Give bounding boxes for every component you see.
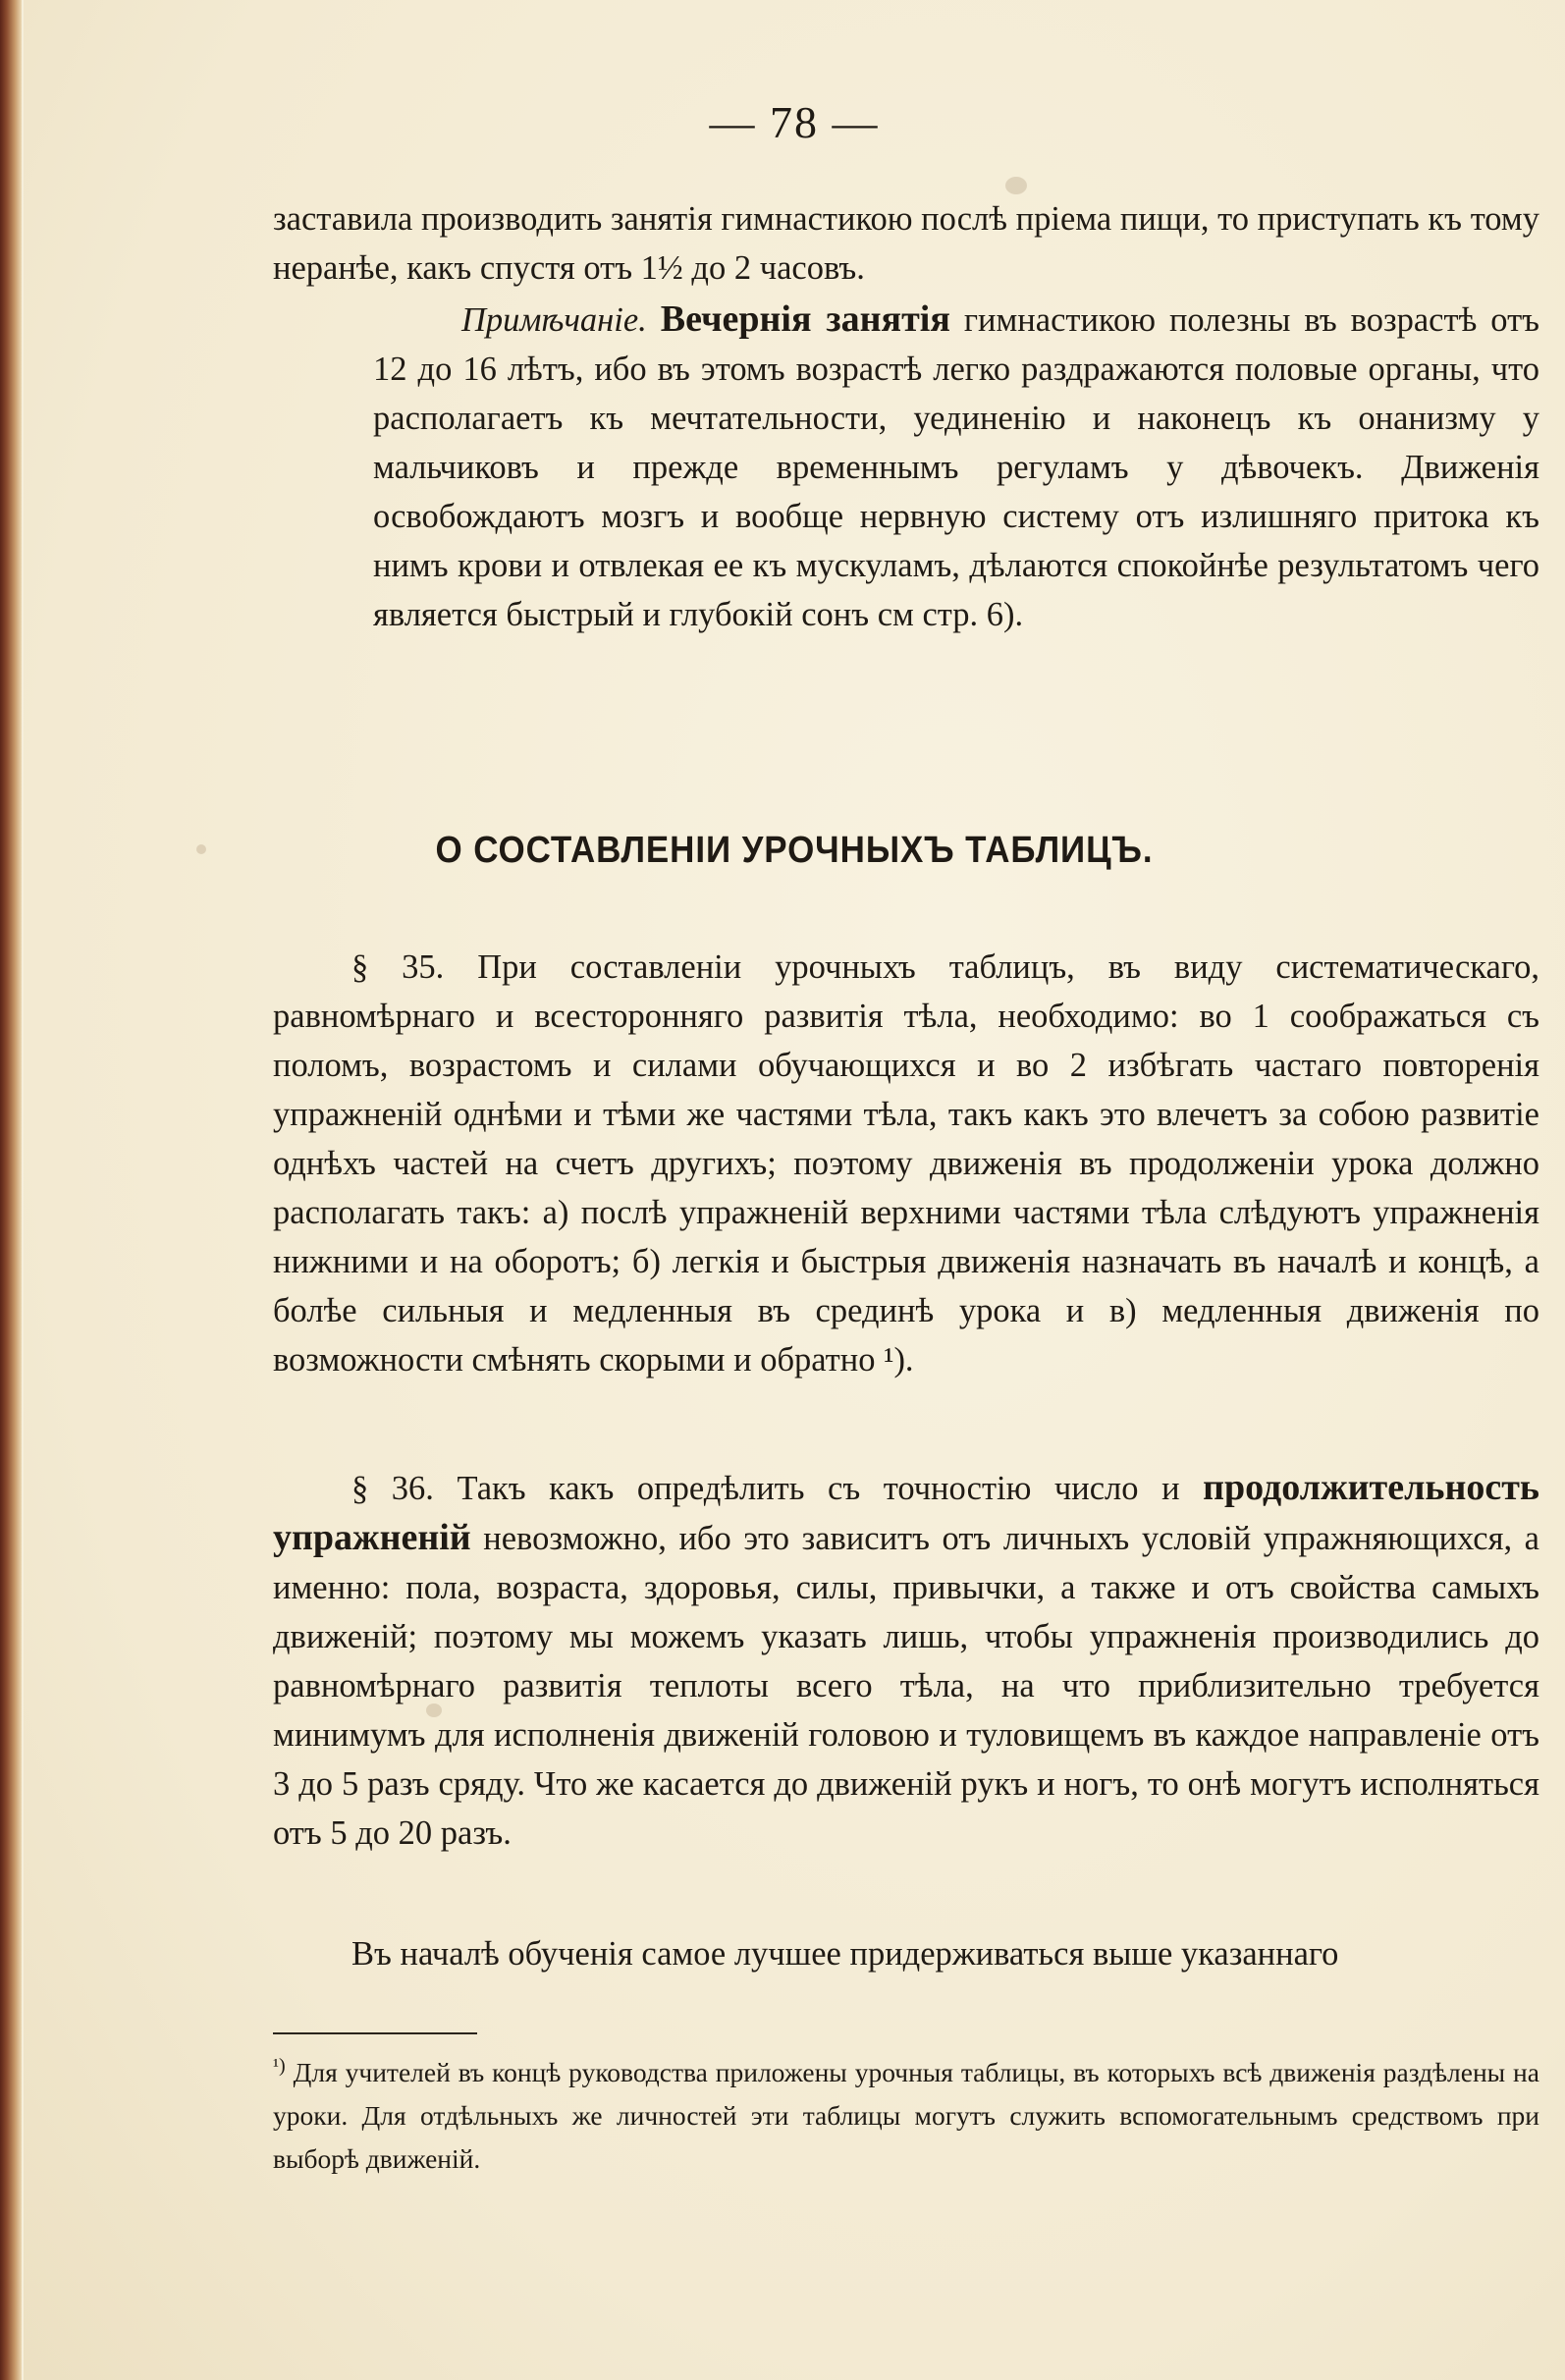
footnote-text: Для учителей въ концѣ руководства приложены урочныя таблицы, въ которыхъ всѣ движенія раздѣлены на уроки. Для отдѣльныхъ же личностей эти таблицы могутъ служить вспомогательнымъ средствомъ при выборѣ движеній. [273, 2057, 1539, 2174]
intro-text: заставила производить занятія гимнастикою послѣ пріема пищи, то приступать къ тому неранѣе, какъ спустя отъ 1½ до 2 часовъ. [273, 200, 1539, 287]
section-36-text-after: невозможно, ибо это зависитъ отъ личныхъ условій упражняющихся, а именно: пола, возраста, здоровья, силы, привычки, а также и отъ свойства самыхъ движеній; поэтому мы можемъ указать лишь, чтобы упражненія производились до равномѣрнаго развитія теплоты всего тѣла, на что приблизительно требуется минимумъ для исполненія движеній головою и туловищемъ въ каждое направленіе отъ 3 до 5 разъ сряду. Что же касается до движеній рукъ и ногъ, то онѣ могутъ исполняться отъ 5 до 20 разъ. [273, 1520, 1539, 1852]
section-36 [273, 1463, 1539, 1858]
paper-spot [1005, 177, 1027, 194]
section-35-text: § 35. При составленіи урочныхъ таблицъ, въ виду систематическаго, равномѣрнаго и всесторонняго развитія тѣла, необходимо: во 1 соображаться съ поломъ, возрастомъ и силами обучающихся и во 2 избѣгать частаго повторенія упражненій однѣми и тѣми же частями тѣла, такъ какъ это влечетъ за собою развитіе однѣхъ частей на счетъ другихъ; поэтому движенія въ продолженіи урока должно располагать такъ: а) послѣ упражненій верхними частями тѣла слѣдуютъ упражненія нижними и на оборотъ; б) легкія и быстрыя движенія назначать въ началѣ и концѣ, а болѣе сильныя и медленныя въ срединѣ урока и в) медленныя движенія по возможности смѣнять скорыми и обратно ¹). [273, 948, 1539, 1379]
note-text-container [373, 295, 1539, 639]
page-number: — 78 — [709, 97, 880, 147]
footnote [273, 2044, 1539, 2181]
book-binding-edge [0, 0, 22, 2380]
section-heading: О СОСТАВЛЕНІИ УРОЧНЫХЪ ТАБЛИЦЪ. [435, 830, 1154, 871]
note-paragraph [373, 295, 1539, 639]
section-35 [273, 943, 1539, 1384]
footnote-mark: ¹) [273, 2055, 286, 2077]
footnote-divider [273, 2032, 477, 2034]
note-emphasis: Вечернія занятія [660, 298, 950, 340]
note-label: Примѣчаніе. [461, 301, 647, 339]
document-page [24, 0, 1565, 2380]
section-36-emphasis: продолжительность упражненій [273, 1467, 1539, 1558]
continuation-text: Въ началѣ обученія самое лучшее придерживаться выше указаннаго [351, 1935, 1339, 1973]
intro-paragraph [273, 194, 1539, 293]
section-36-text-before: § 36. Такъ какъ опредѣлить съ точностію число и [351, 1470, 1204, 1507]
section-36-text-container [273, 1463, 1539, 1858]
continuation-paragraph [273, 1929, 1539, 1978]
note-text: гимнастикою полезны въ возрастѣ отъ 12 до 16 лѣтъ, ибо въ этомъ возрастѣ легко раздражаются половые органы, что располагаетъ къ мечтательности, уединенію и наконецъ къ онанизму у мальчиковъ и прежде временнымъ регуламъ у дѣвочекъ. Движенія освобождаютъ мозгъ и вообще нервную систему отъ излишняго притока къ нимъ крови и отвлекая ее къ мускуламъ, дѣлаются спокойнѣе результатомъ чего является быстрый и глубокій сонъ см стр. 6). [373, 301, 1540, 633]
